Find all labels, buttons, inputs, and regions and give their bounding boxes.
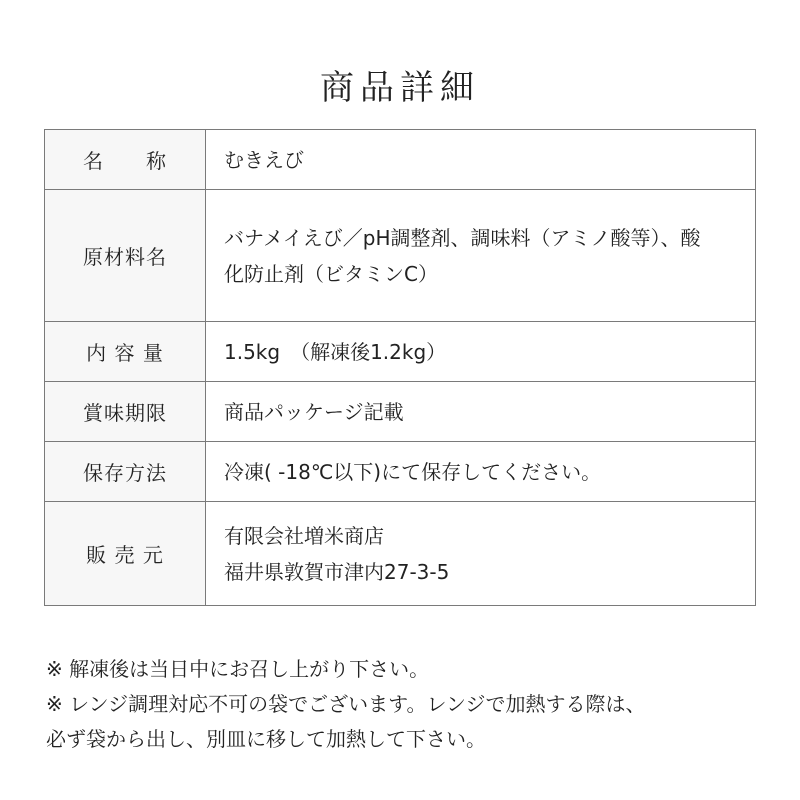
- table-row: [45, 442, 756, 502]
- note-line-1: ※ 解凍後は当日中にお召し上がり下さい。: [46, 657, 430, 681]
- note-line-3: 必ず袋から出し、別皿に移して加熱して下さい。: [46, 727, 486, 751]
- notes: [46, 652, 766, 757]
- row-label-name: 名 称: [45, 130, 206, 190]
- table-row: [45, 130, 756, 190]
- row-label-best-before: 賞味期限: [45, 382, 206, 442]
- row-label-storage: 保存方法: [45, 442, 206, 502]
- ingredients-line-1: バナメイえび／pH調整剤、調味料（アミノ酸等）、酸: [224, 225, 701, 250]
- row-value-name: むきえび: [206, 130, 756, 190]
- seller-name: 有限会社増米商店: [224, 523, 384, 548]
- row-label-seller: 販 売 元: [45, 502, 206, 606]
- row-value-seller: [206, 502, 756, 606]
- row-value-best-before: 商品パッケージ記載: [206, 382, 756, 442]
- row-value-quantity: 1.5kg （解凍後1.2kg）: [206, 322, 756, 382]
- row-value-storage: 冷凍( -18℃以下)にて保存してください。: [206, 442, 756, 502]
- table-row: [45, 322, 756, 382]
- row-label-quantity: 内 容 量: [45, 322, 206, 382]
- ingredients-line-2: 化防止剤（ビタミンC）: [224, 261, 438, 286]
- note-line-2: ※ レンジ調理対応不可の袋でございます。レンジで加熱する際は、: [46, 692, 646, 716]
- table-row: [45, 382, 756, 442]
- seller-address: 福井県敦賀市津内27-3-5: [224, 559, 450, 584]
- row-label-ingredients: 原材料名: [45, 190, 206, 322]
- page-title: 商品詳細: [320, 68, 480, 108]
- row-value-ingredients: [206, 190, 756, 322]
- table-row: [45, 502, 756, 606]
- table-row: [45, 190, 756, 322]
- product-spec-table: [44, 129, 756, 606]
